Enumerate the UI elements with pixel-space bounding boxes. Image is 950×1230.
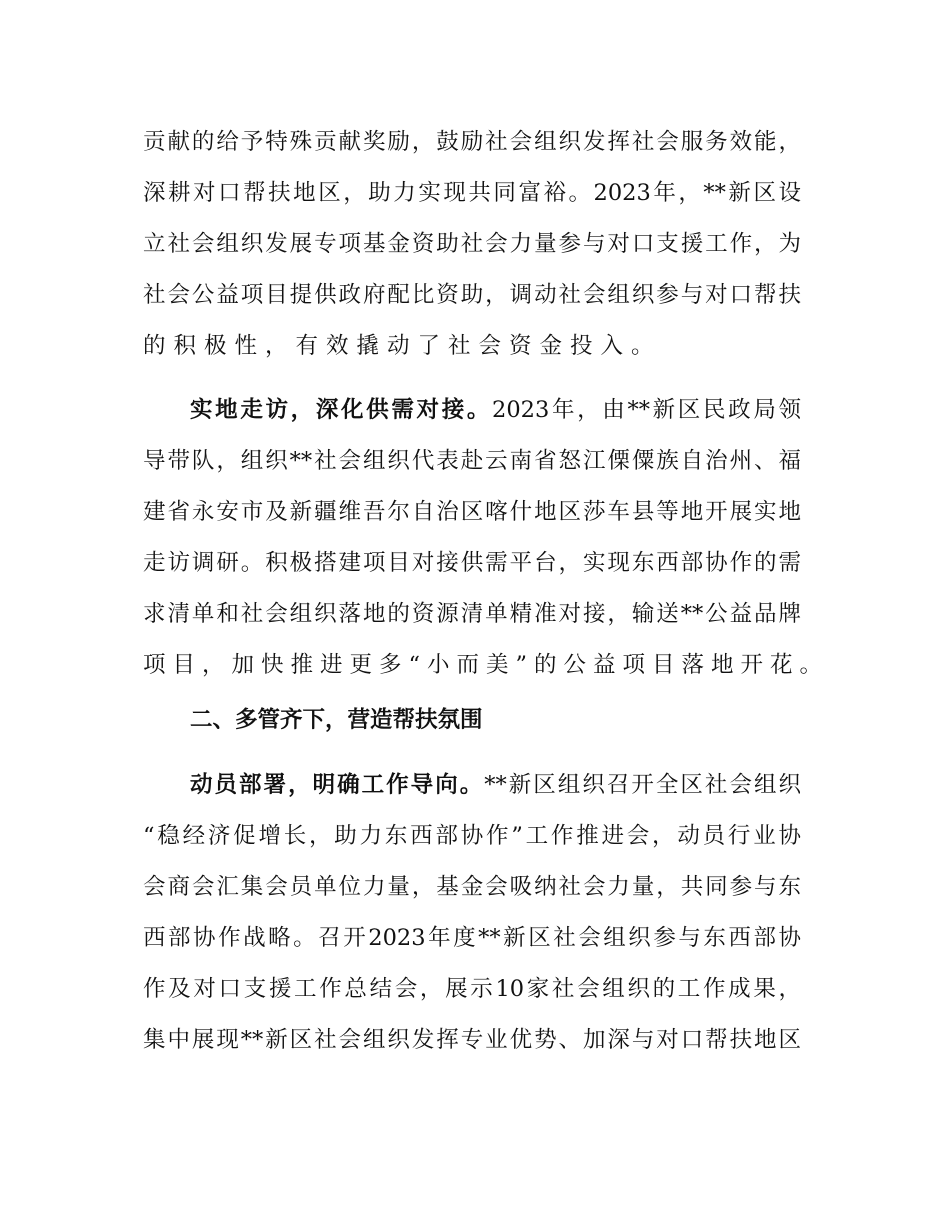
text-line: 立社会组织发展专项基金资助社会力量参与对口支援工作，为 (143, 231, 801, 257)
text-line: 集中展现**新区社会组织发挥专业优势、加深与对口帮扶地区 (143, 1027, 801, 1053)
text-line: 走访调研。积极搭建项目对接供需平台，实现东西部协作的需 (143, 550, 801, 576)
text-line: 求清单和社会组织落地的资源清单精准对接，输送**公益品牌 (143, 601, 801, 627)
text-line: 的积极性，有效撬动了社会资金投入。 (143, 333, 662, 359)
text-line: 贡献的给予特殊贡献奖励，鼓励社会组织发挥社会服务效能， (143, 129, 801, 155)
text-line: 社会公益项目提供政府配比资助，调动社会组织参与对口帮扶 (143, 282, 801, 308)
text-span: 2023年，由**新区民政局领 (492, 397, 801, 423)
text-line: 导带队，组织**社会组织代表赴云南省怒江傈僳族自治州、福 (143, 448, 801, 474)
text-line: “稳经济促增长，助力东西部协作”工作推进会，动员行业协 (143, 823, 801, 849)
text-line: 项目，加快推进更多“小而美”的公益项目落地开花。 (143, 652, 830, 678)
section-heading: 二、多管齐下，营造帮扶氛围 (190, 707, 483, 733)
text-line: 作及对口支援工作总结会，展示10家社会组织的工作成果， (143, 976, 801, 1002)
text-line: 西部协作战略。召开2023年度**新区社会组织参与东西部协 (143, 925, 801, 951)
paragraph-lead: 动员部署，明确工作导向。 (190, 772, 485, 798)
text-line (190, 395, 801, 425)
text-span: **新区组织召开全区社会组织 (484, 772, 801, 798)
text-line: 建省永安市及新疆维吾尔自治区喀什地区莎车县等地开展实地 (143, 499, 801, 525)
paragraph-lead: 实地走访，深化供需对接。 (190, 397, 493, 423)
text-line (190, 770, 801, 800)
text-line: 会商会汇集会员单位力量，基金会吸纳社会力量，共同参与东 (143, 874, 801, 900)
text-line: 深耕对口帮扶地区，助力实现共同富裕。2023年，**新区设 (143, 180, 801, 206)
